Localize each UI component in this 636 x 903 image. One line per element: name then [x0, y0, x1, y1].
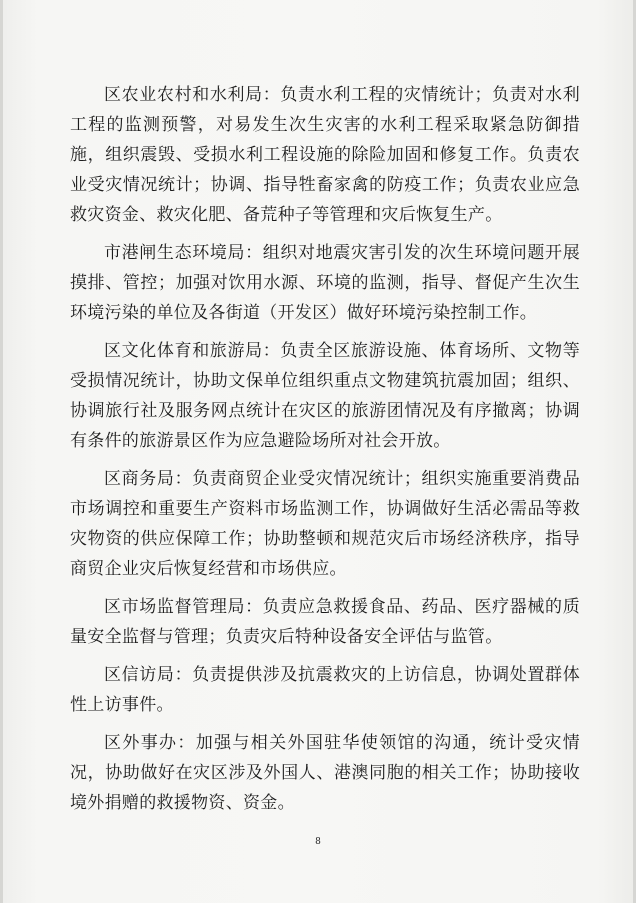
- document-body: [70, 80, 580, 826]
- paragraph-petitions: 区信访局：负责提供涉及抗震救灾的上访信息，协调处置群体性上访事件。: [70, 665, 580, 715]
- paragraph-foreign-affairs: 区外事办：加强与相关外国驻华使领馆的沟通，统计受灾情况，协助做好在灾区涉及外国人、港澳同胞的相关工作；协助接收境外捐赠的救援物资、资金。: [70, 733, 580, 813]
- page-left-edge: [0, 0, 3, 903]
- paragraph-agriculture-water: 区农业农村和水利局：负责水利工程的灾情统计；负责对水利工程的监测预警，对易发生次生灾害的水利工程采取紧急防御措施，组织震毁、受损水利工程设施的除险加固和修复工作。负责农业受灾情况统计；协调、指导牲畜家禽的防疫工作；负责农业应急救灾资金、救灾化肥、备荒种子等管理和灾后恢复生产。: [70, 85, 580, 225]
- paragraph-market-supervision: 区市场监督管理局：负责应急救援食品、药品、医疗器械的质量安全监督与管理；负责灾后特种设备安全评估与监管。: [70, 597, 580, 647]
- page-number: 8: [315, 837, 321, 847]
- paragraph-culture-sports-tourism: 区文化体育和旅游局：负责全区旅游设施、体育场所、文物等受损情况统计，协助文保单位组织重点文物建筑抗震加固；组织、协调旅行社及服务网点统计在灾区的旅游团情况及有序撤离；协调有条件的旅游景区作为应急避险场所对社会开放。: [70, 341, 580, 451]
- paragraph-commerce: 区商务局：负责商贸企业受灾情况统计；组织实施重要消费品市场调控和重要生产资料市场监测工作，协调做好生活必需品等救灾物资的供应保障工作；协助整顿和规范灾后市场经济秩序，指导商贸企业灾后恢复经营和市场供应。: [70, 469, 580, 579]
- paragraph-ecology-environment: 市港闸生态环境局：组织对地震灾害引发的次生环境问题开展摸排、管控；加强对饮用水源、环境的监测，指导、督促产生次生环境污染的单位及各街道（开发区）做好环境污染控制工作。: [70, 243, 580, 323]
